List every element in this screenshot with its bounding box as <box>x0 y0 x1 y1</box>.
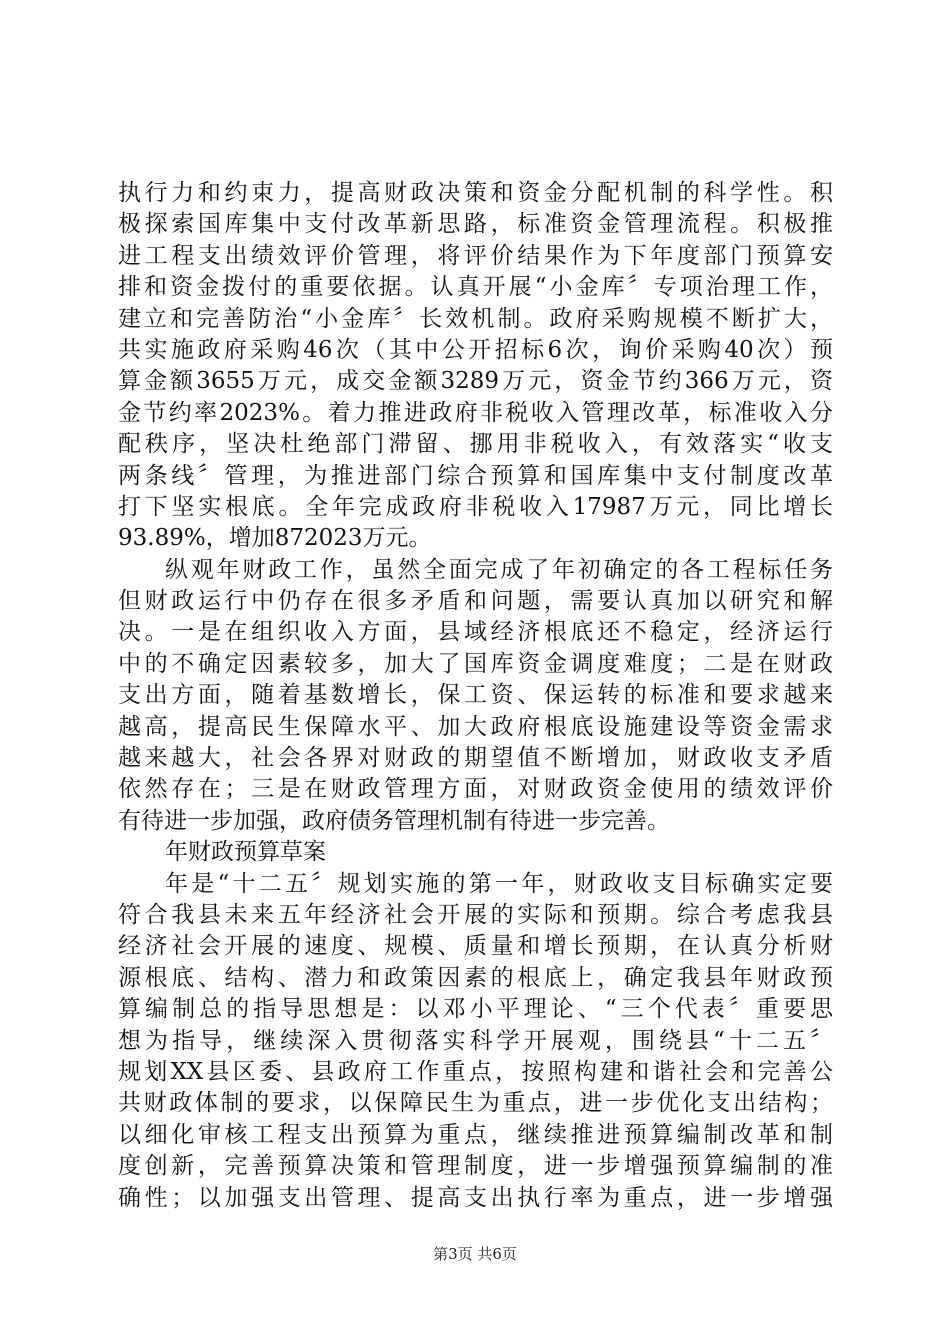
page-number-footer: 第3页 共6页 <box>433 1245 517 1263</box>
text-line: 越来越大，社会各界对财政的期望值不断增加，财政收支矛盾 <box>118 745 833 772</box>
text-line: 两条线〞管理，为推进部门综合预算和国库集中支付制度改革 <box>118 462 833 489</box>
text-line: 符合我县未来五年经济社会开展的实际和预期。综合考虑我县 <box>118 901 833 928</box>
text-line: 确性；以加强支出管理、提高支出执行率为重点，进一步增强 <box>118 1184 833 1211</box>
text-line: 越高，提高民生保障水平、加大政府根底设施建设等资金需求 <box>118 713 833 740</box>
paragraph <box>118 837 833 868</box>
text-line: 经济社会开展的速度、规模、质量和增长预期，在认真分析财 <box>118 933 833 960</box>
text-line: 度创新，完善预算决策和管理制度，进一步增强预算编制的准 <box>118 1153 833 1180</box>
text-line: 源根底、结构、潜力和政策因素的根底上，确定我县年财政预 <box>118 964 833 991</box>
text-line: 以细化审核工程支出预算为重点，继续推进预算编制改革和制 <box>118 1121 833 1148</box>
text-line: 打下坚实根底。全年完成政府非税收入17987万元，同比增长 <box>118 493 833 520</box>
text-line: 排和资金拨付的重要依据。认真开展“小金库〞专项治理工作， <box>118 274 833 301</box>
paragraph <box>118 178 833 555</box>
text-line: 年财政预算草案 <box>165 839 326 866</box>
text-line: 算编制总的指导思想是：以邓小平理论、“三个代表〞重要思 <box>118 996 833 1023</box>
text-line: 算金额3655万元，成交金额3289万元，资金节约366万元，资 <box>118 368 833 395</box>
paragraph <box>118 555 833 838</box>
paragraph <box>118 869 833 1214</box>
text-line: 执行力和约束力，提高财政决策和资金分配机制的科学性。积 <box>118 180 833 206</box>
text-line: 纵观年财政工作，虽然全面完成了年初确定的各工程标任务 <box>165 556 833 583</box>
text-line: 规划XX县区委、县政府工作重点，按照构建和谐社会和完善公 <box>118 1058 833 1085</box>
text-line: 年是“十二五〞规划实施的第一年，财政收支目标确实定要 <box>165 870 833 897</box>
text-line: 中的不确定因素较多，加大了国库资金调度难度；二是在财政 <box>118 650 833 677</box>
text-line: 93.89%，增加872023万元。 <box>118 525 432 552</box>
text-line: 支出方面，随着基数增长，保工资、保运转的标准和要求越来 <box>118 682 833 709</box>
text-line: 极探索国库集中支付改革新思路，标准资金管理流程。积极推 <box>118 211 833 238</box>
text-line: 但财政运行中仍存在很多矛盾和问题，需要认真加以研究和解 <box>118 588 833 615</box>
text-line: 配秩序，坚决杜绝部门滞留、挪用非税收入，有效落实“收支 <box>118 431 833 458</box>
text-line: 想为指导，继续深入贯彻落实科学开展观，围绕县“十二五〞 <box>118 1027 833 1054</box>
text-line: 共实施政府采购46次（其中公开招标6次，询价采购40次）预 <box>118 336 833 363</box>
text-line: 依然存在；三是在财政管理方面，对财政资金使用的绩效评价 <box>118 776 833 803</box>
text-line: 建立和完善防治“小金库〞长效机制。政府采购规模不断扩大， <box>118 305 833 332</box>
text-line: 共财政体制的要求，以保障民生为重点，进一步优化支出结构； <box>118 1090 833 1117</box>
text-line: 金节约率2023%。着力推进政府非税收入管理改革，标准收入分 <box>118 399 833 426</box>
text-line: 决。一是在组织收入方面，县域经济根底还不稳定，经济运行 <box>118 619 833 646</box>
text-line: 有待进一步加强，政府债务管理机制有待进一步完善。 <box>118 807 670 834</box>
document-body <box>118 178 833 1214</box>
text-line: 进工程支出绩效评价管理，将评价结果作为下年度部门预算安 <box>118 242 833 269</box>
